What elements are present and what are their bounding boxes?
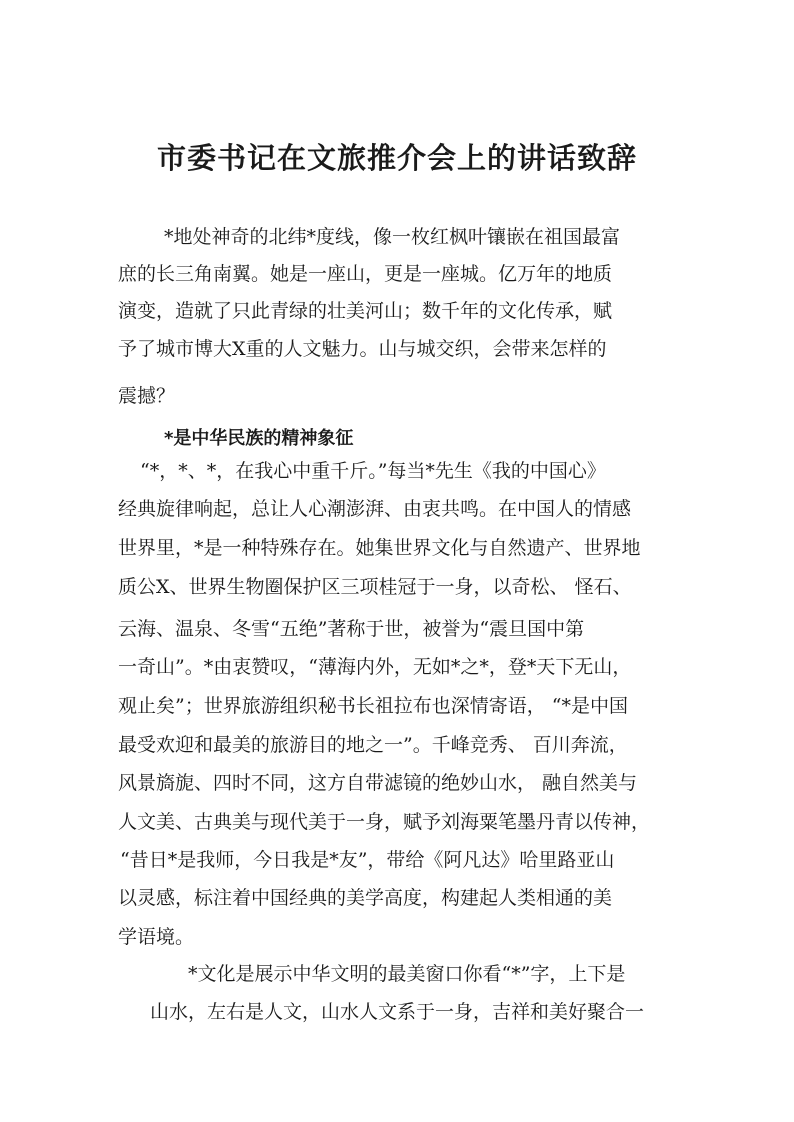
- paragraph-line: 学语境。: [118, 926, 195, 948]
- paragraph-line: 人文美、古典美与现代美于一身，赋予刘海粟笔墨丹青以传神，: [118, 811, 651, 833]
- section-heading: *是中华民族的精神象征: [164, 428, 354, 449]
- paragraph-line: 山水，左右是人文，山水人文系于一身，吉祥和美好聚合一: [150, 1001, 645, 1023]
- paragraph-line: 经典旋律响起，总让人心潮澎湃、由衷共鸣。在中国人的情感: [118, 498, 632, 520]
- paragraph-line: 以灵感，标注着中国经典的美学高度，构建起人类相通的美: [118, 887, 613, 909]
- paragraph-line: 予了城市博大X重的人文魅力。山与城交织，会带来怎样的: [118, 338, 607, 360]
- paragraph-line: 一奇山”。*由衷赞叹，“薄海内外，无如*之*，登*天下无山，: [118, 656, 632, 678]
- paragraph-line: “昔日*是我师，今日我是*友”，带给《阿凡达》哈里路亚山: [120, 849, 615, 871]
- paragraph-line: 最受欢迎和最美的旅游目的地之一”。千峰竞秀、 百川奔流，: [118, 734, 628, 756]
- paragraph-line: 庶的长三角南翼。她是一座山，更是一座城。亿万年的地质: [118, 263, 613, 285]
- paragraph-line: *文化是展示中华文明的最美窗口你看“*”字，上下是: [188, 963, 626, 985]
- paragraph-line: 观止矣”；世界旅游组织秘书长祖拉布也深情寄语， “*是中国: [118, 695, 628, 717]
- paragraph-line: 世界里，*是一种特殊存在。她集世界文化与自然遗产、世界地: [118, 537, 641, 559]
- paragraph-line: 震撼？: [118, 385, 176, 407]
- paragraph-line: 风景旖旎、四时不同，这方自带滤镜的绝妙山水， 融自然美与: [118, 772, 638, 794]
- paragraph-line: 演变，造就了只此青绿的壮美河山；数千年的文化传承，赋: [118, 300, 613, 322]
- paragraph-line: 云海、温泉、冬雪“五绝”著称于世，被誉为“震旦国中第: [118, 618, 585, 640]
- document-title: 市委书记在文旅推介会上的讲话致辞: [156, 141, 637, 175]
- paragraph-line: “*，*、*，在我心中重千斤。”每当*先生《我的中国心》: [140, 460, 606, 482]
- paragraph-line: 质公X、世界生物圈保护区三项桂冠于一身，以奇松、 怪石、: [118, 576, 632, 598]
- paragraph-line: *地处神奇的北纬*度线，像一枚红枫叶镶嵌在祖国最富: [164, 226, 621, 248]
